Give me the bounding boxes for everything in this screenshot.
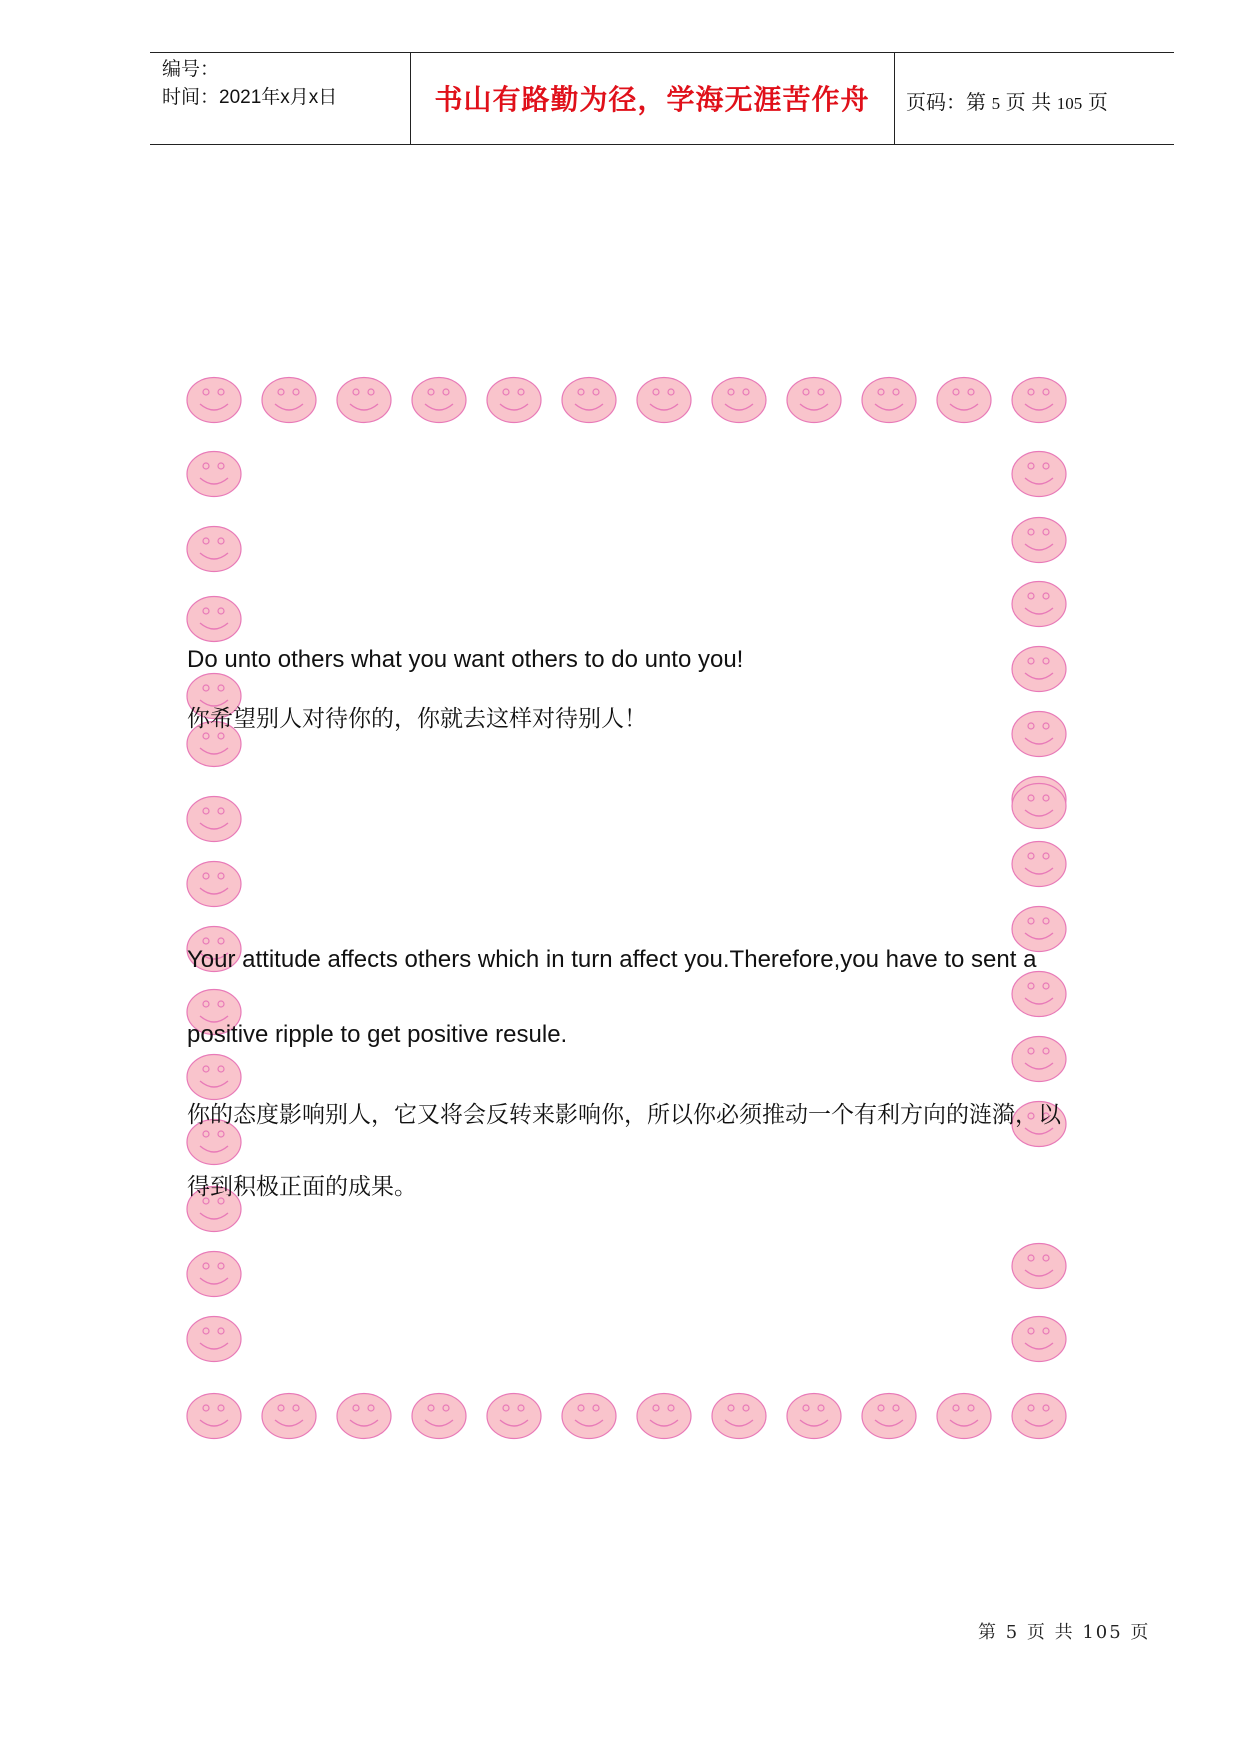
quote1-chinese: 你希望别人对待你的，你就去这样对待别人！ xyxy=(187,706,647,732)
page-total: 105 xyxy=(1056,94,1083,113)
smiley-face-icon xyxy=(861,376,917,424)
page-footer: 第 5 页 共 105 页 xyxy=(978,1622,1151,1643)
smiley-face-icon xyxy=(561,376,617,424)
smiley-face-icon xyxy=(486,1392,542,1440)
smiley-face-icon xyxy=(636,376,692,424)
smiley-face-icon xyxy=(936,1392,992,1440)
smiley-face-icon xyxy=(786,376,842,424)
smiley-face-icon xyxy=(1011,450,1067,498)
smiley-face-icon xyxy=(861,1392,917,1440)
smiley-face-icon xyxy=(186,1392,242,1440)
smiley-face-icon xyxy=(186,450,242,498)
smiley-face-icon xyxy=(261,1392,317,1440)
header-bottom-rule xyxy=(150,144,1174,145)
header-divider-right xyxy=(894,52,895,144)
document-time-label: 时间：2021年x月x日 xyxy=(162,87,338,108)
smiley-face-icon xyxy=(936,376,992,424)
smiley-face-icon xyxy=(1011,1242,1067,1290)
smiley-face-icon xyxy=(1011,580,1067,628)
smiley-face-icon xyxy=(411,376,467,424)
page-label: 页码：第 xyxy=(906,92,986,114)
smiley-face-icon xyxy=(1011,1315,1067,1363)
page-current: 5 xyxy=(991,94,1001,113)
smiley-face-icon xyxy=(186,525,242,573)
header-top-rule xyxy=(150,52,1174,53)
quote2-english-line1: Your attitude affects others which in turn affect you.Therefore,you have to sent a xyxy=(187,946,1037,973)
document-number-label: 编号： xyxy=(162,59,220,80)
smiley-face-icon xyxy=(336,376,392,424)
smiley-face-icon xyxy=(1011,645,1067,693)
smiley-face-icon xyxy=(786,1392,842,1440)
smiley-face-icon xyxy=(561,1392,617,1440)
smiley-face-icon xyxy=(186,1315,242,1363)
header-motto: 书山有路勤为径，学海无涯苦作舟 xyxy=(434,83,870,116)
smiley-face-icon xyxy=(186,595,242,643)
quote2-chinese-line1: 你的态度影响别人，它又将会反转来影响你，所以你必须推动一个有利方向的涟漪，以 xyxy=(187,1102,1061,1128)
page-end-label: 页 xyxy=(1087,92,1108,114)
smiley-face-icon xyxy=(1011,840,1067,888)
smiley-face-icon xyxy=(186,376,242,424)
smiley-face-icon xyxy=(711,1392,767,1440)
smiley-face-icon xyxy=(636,1392,692,1440)
smiley-face-icon xyxy=(711,376,767,424)
smiley-face-icon xyxy=(1011,710,1067,758)
smiley-face-icon xyxy=(186,860,242,908)
smiley-face-icon xyxy=(1011,516,1067,564)
smiley-face-icon xyxy=(1011,970,1067,1018)
smiley-face-icon xyxy=(1011,1035,1067,1083)
header-page-info xyxy=(906,86,1108,115)
smiley-face-icon xyxy=(486,376,542,424)
smiley-face-icon xyxy=(1011,376,1067,424)
smiley-face-icon xyxy=(1011,1392,1067,1440)
smiley-face-icon xyxy=(1011,782,1067,830)
smiley-face-icon xyxy=(336,1392,392,1440)
smiley-face-icon xyxy=(186,795,242,843)
smiley-face-icon xyxy=(411,1392,467,1440)
quote2-chinese-line2: 得到积极正面的成果。 xyxy=(187,1174,417,1200)
quote1-english: Do unto others what you want others to do unto you! xyxy=(187,646,744,673)
smiley-face-icon xyxy=(186,1250,242,1298)
header-meta xyxy=(162,56,337,112)
quote2-english-line2: positive ripple to get positive resule. xyxy=(187,1021,568,1048)
page-mid-label: 页 共 xyxy=(1005,92,1052,114)
smiley-face-icon xyxy=(261,376,317,424)
smiley-face-icon xyxy=(186,1053,242,1101)
